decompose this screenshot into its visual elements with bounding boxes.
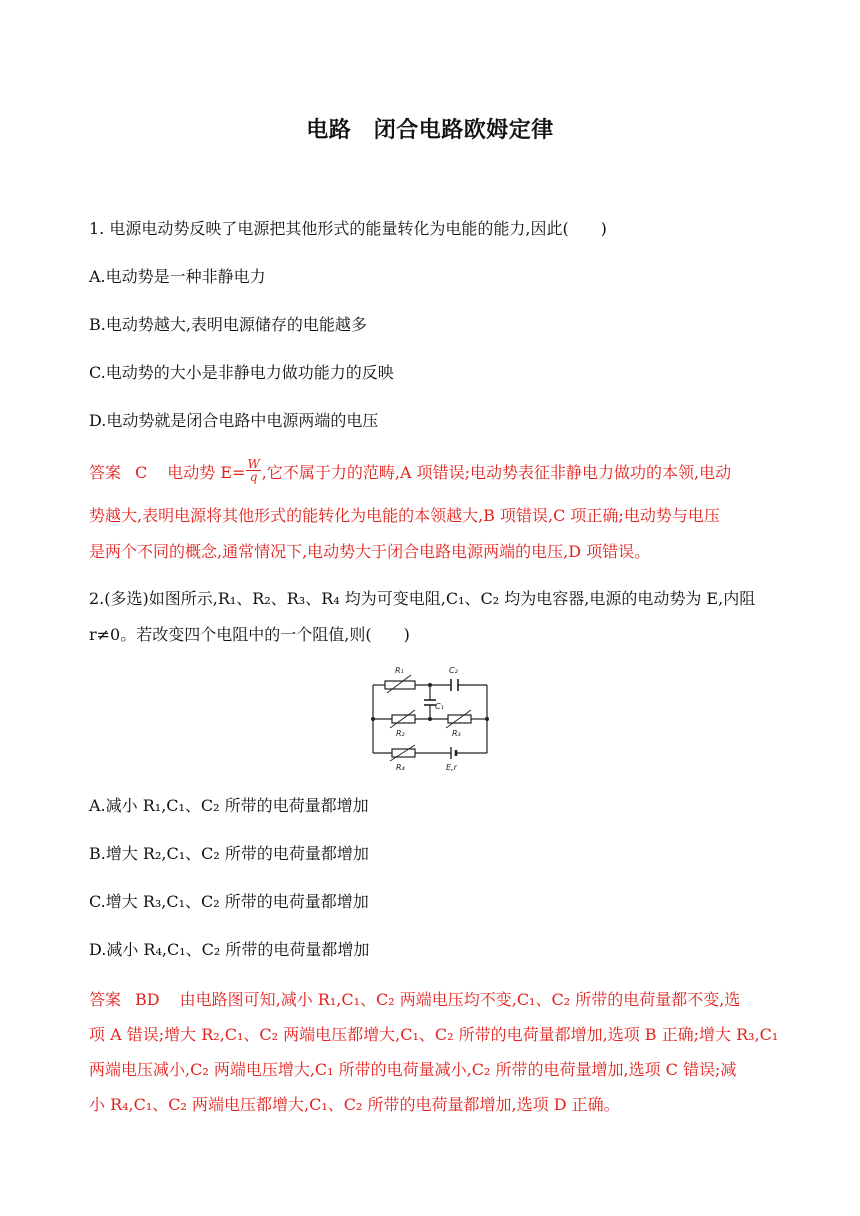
q1-option-b: B.电动势越大,表明电源储存的电能越多 — [89, 315, 367, 334]
q2-stem-line-1: 2.(多选)如图所示,R₁、R₂、R₃、R₄ 均为可变电阻,C₁、C₂ 均为电容器,电源的电动势为 E,内阻 — [89, 589, 756, 608]
c2-label: C₂ — [449, 666, 458, 675]
r3-resistor — [448, 715, 471, 723]
q1-option-d: D.电动势就是闭合电路中电源两端的电压 — [89, 411, 379, 430]
q1-answer-line-3: 是两个不同的概念,通常情况下,电动势大于闭合电路电源两端的电压,D 项错误。 — [89, 542, 651, 561]
r1-resistor — [385, 681, 415, 689]
q2-answer-key: BD — [135, 990, 160, 1009]
q2-answer-line-4: 小 R₄,C₁、C₂ 两端电压都增大,C₁、C₂ 所带的电荷量都增加,选项 D 正确。 — [89, 1095, 620, 1114]
junction-dot — [485, 717, 489, 721]
q2-option-d: D.减小 R₄,C₁、C₂ 所带的电荷量都增加 — [89, 940, 370, 959]
q2-answer-label: 答案 — [89, 990, 122, 1009]
r4-resistor — [392, 749, 415, 757]
q1-answer-line-1 — [89, 457, 732, 486]
c1-label: C₁ — [435, 702, 444, 711]
fraction-denominator: q — [249, 470, 258, 484]
page-title: 电路 闭合电路欧姆定律 — [306, 118, 554, 143]
q2-answer-line-1 — [89, 989, 740, 1011]
q2-stem-line-2: r≠0。若改变四个电阻中的一个阻值,则( ) — [89, 625, 410, 644]
q1-expl-prefix: 电动势 E= — [167, 463, 246, 482]
q1-stem: 1. 电源电动势反映了电源把其他形式的能量转化为电能的能力,因此( ) — [89, 219, 607, 238]
q1-option-c: C.电动势的大小是非静电力做功能力的反映 — [89, 363, 394, 382]
q2-expl-line-1-text: 由电路图可知,减小 R₁,C₁、C₂ 两端电压均不变,C₁、C₂ 所带的电荷量都不变,选 — [179, 990, 741, 1009]
source-label: E,r — [446, 763, 457, 772]
r2-resistor — [392, 715, 415, 723]
q2-option-a: A.减小 R₁,C₁、C₂ 所带的电荷量都增加 — [89, 796, 369, 815]
q1-option-a: A.电动势是一种非静电力 — [89, 267, 266, 286]
q2-answer-line-3: 两端电压减小,C₂ 两端电压增大,C₁ 所带的电荷量减小,C₂ 所带的电荷量增加,选项 C 错误;减 — [89, 1060, 737, 1079]
q2-option-b: B.增大 R₂,C₁、C₂ 所带的电荷量都增加 — [89, 844, 369, 863]
circuit-diagram — [365, 660, 495, 772]
q1-answer-key: C — [135, 463, 148, 482]
q2-option-c: C.增大 R₃,C₁、C₂ 所带的电荷量都增加 — [89, 892, 369, 911]
junction-dot — [428, 717, 432, 721]
r2-label: R₂ — [396, 729, 405, 738]
r1-label: R₁ — [395, 666, 404, 675]
junction-dot — [371, 717, 375, 721]
q1-expl-rest: ,它不属于力的范畴,A 项错误;电动势表征非静电力做功的本领,电动 — [261, 463, 732, 482]
r3-label: R₃ — [452, 729, 461, 738]
q1-answer-label: 答案 — [89, 463, 122, 482]
fraction-numerator: W — [247, 457, 260, 471]
r4-label: R₄ — [396, 763, 405, 772]
junction-dot — [428, 683, 432, 687]
emf-fraction — [246, 458, 260, 483]
q2-answer-line-2: 项 A 错误;增大 R₂,C₁、C₂ 两端电压都增大,C₁、C₂ 所带的电荷量都增加,选项 B 正确;增大 R₃,C₁ — [89, 1025, 779, 1044]
q1-answer-line-2: 势越大,表明电源将其他形式的能转化为电能的本领越大,B 项错误,C 项正确;电动势与电压 — [89, 506, 720, 525]
